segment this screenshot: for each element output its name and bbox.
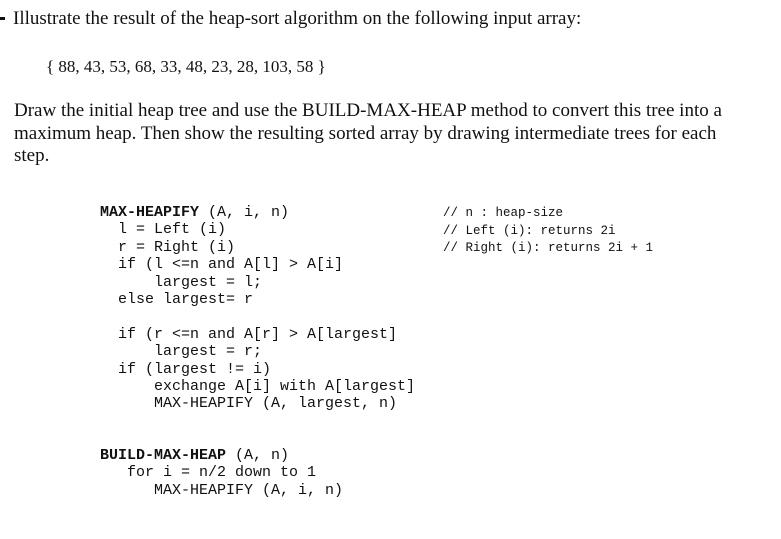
build-max-heap-signature <box>100 447 343 464</box>
code-line: r = Right (i) <box>100 238 236 256</box>
build-max-heap-params: (A, n) <box>226 447 290 464</box>
max-heapify-name: MAX-HEAPIFY <box>100 204 200 221</box>
build-max-heap-name: BUILD-MAX-HEAP <box>100 447 227 464</box>
input-array: { 88, 43, 53, 68, 33, 48, 23, 28, 103, 58 } <box>46 57 326 76</box>
code-line: l = Left (i) <box>100 221 227 239</box>
max-heapify-code <box>100 204 415 413</box>
instruction-line: step. <box>14 145 50 166</box>
code-line: largest = l; <box>100 273 263 291</box>
max-heapify-signature <box>100 204 415 221</box>
code-line: for i = n/2 down to 1 <box>100 464 317 482</box>
code-line: exchange A[i] with A[largest] <box>100 378 416 396</box>
code-line: largest = r; <box>100 343 263 361</box>
code-line: if (l <=n and A[l] > A[i] <box>100 256 344 274</box>
code-line: MAX-HEAPIFY (A, i, n) <box>100 481 344 499</box>
code-line: MAX-HEAPIFY (A, largest, n) <box>100 395 398 413</box>
code-line: if (r <=n and A[r] > A[largest] <box>100 325 398 343</box>
build-max-heap-code <box>100 447 343 499</box>
instruction-line: maximum heap. Then show the resulting sorted array by drawing intermediate trees for each <box>14 122 717 144</box>
comment-line: // Left (i): returns 2i <box>443 223 616 238</box>
comment-line: // Right (i): returns 2i + 1 <box>443 241 654 255</box>
code-line: else largest= r <box>100 291 254 309</box>
problem-heading: Illustrate the result of the heap-sort algorithm on the following input array: <box>13 8 582 29</box>
instructions <box>14 100 722 168</box>
comment-line: // n : heap-size <box>443 206 564 220</box>
code-line <box>100 308 415 325</box>
code-comments <box>443 205 653 258</box>
instruction-line: Draw the initial heap tree and use the BUILD-MAX-HEAP method to convert this tree into a <box>14 100 722 121</box>
code-line: if (largest != i) <box>100 360 272 378</box>
bullet-mark <box>0 17 5 20</box>
max-heapify-params: (A, i, n) <box>199 204 290 221</box>
